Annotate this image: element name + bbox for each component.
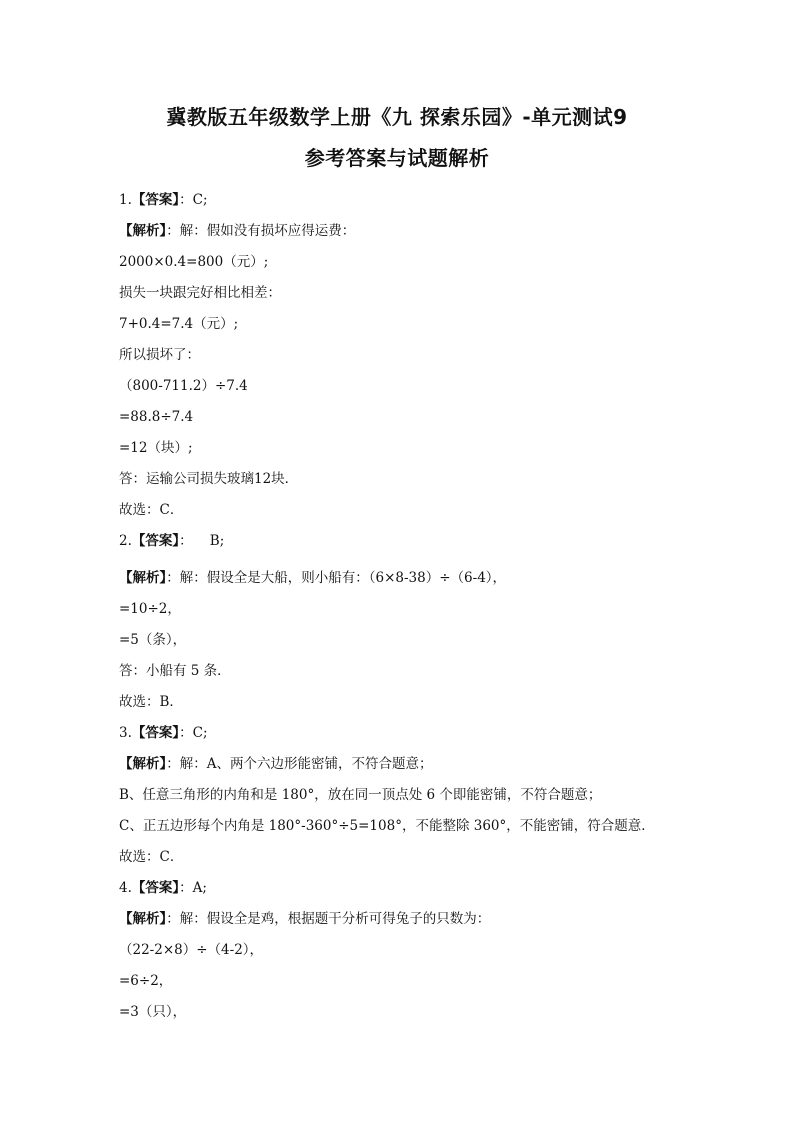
q3-analysis-line (119, 749, 719, 780)
answer-tag: 【答案】 (131, 880, 180, 896)
q1-answer-line (119, 185, 719, 216)
q1-step: 故选：C． (119, 502, 184, 518)
q3-step: C、正五边形每个内角是 180°-360°÷5=108°，不能整除 360°，不能密铺，符合题意． (119, 818, 655, 834)
q4-step: =3（只）， (119, 1004, 187, 1020)
q4-number: 4. (119, 880, 132, 896)
q3-step: 故选：C． (119, 849, 184, 865)
q2-number: 2. (119, 533, 132, 549)
q4-step: （22-2×8）÷（4-2）， (119, 942, 264, 958)
q1-step: 2000×0.4=800（元）; (119, 254, 269, 270)
q1-step: 损失一块跟完好相比相差： (119, 285, 281, 301)
q2-answer-line (119, 526, 719, 563)
q2-step: =5（条）， (119, 632, 187, 648)
q3-step: B、任意三角形的内角和是 180°，放在同一顶点处 6 个即能密铺，不符合题意； (119, 787, 602, 803)
q1-analysis-line (119, 216, 719, 247)
q3-answer: ：C; (179, 725, 208, 741)
q1-step: 所以损坏了： (119, 347, 200, 363)
answer-list (119, 185, 719, 1028)
q2-analysis: ：解：假设全是大船，则小船有：（6×8-38）÷（6-4）， (166, 570, 507, 586)
page-subtitle: 参考答案与试题解析 (304, 146, 490, 170)
q4-answer-line (119, 873, 719, 904)
q2-answer: ： B; (179, 533, 225, 549)
q4-step: =6÷2， (119, 973, 173, 989)
q2-step: 答：小船有 5 条． (119, 663, 231, 679)
q3-analysis: ：解：A、两个六边形能密铺，不符合题意； (166, 756, 433, 772)
q1-step: （800-711.2）÷7.4 (119, 378, 248, 394)
q2-step: 故选：B． (119, 694, 183, 710)
q4-answer: ：A; (179, 880, 207, 896)
q4-analysis-line (119, 904, 719, 935)
page-title: 冀教版五年级数学上册《九 探索乐园》-单元测试9 (166, 105, 628, 129)
q1-step: =88.8÷7.4 (119, 409, 194, 425)
q4-analysis: ：解：假设全是鸡，根据题干分析可得兔子的只数为： (166, 911, 491, 927)
q1-analysis: ：解：假如没有损坏应得运费： (166, 223, 356, 239)
analysis-tag: 【解析】 (119, 223, 167, 239)
answer-tag: 【答案】 (131, 725, 180, 741)
analysis-tag: 【解析】 (119, 756, 167, 772)
analysis-tag: 【解析】 (119, 911, 167, 927)
q3-number: 3. (119, 725, 132, 741)
q1-answer: ：C; (179, 192, 208, 208)
q1-step: 7+0.4=7.4（元）; (119, 316, 239, 332)
q1-step: =12（块）; (119, 440, 193, 456)
q3-answer-line (119, 718, 719, 749)
analysis-tag: 【解析】 (119, 570, 167, 586)
answer-tag: 【答案】 (131, 533, 180, 549)
q2-analysis-line (119, 563, 719, 594)
answer-tag: 【答案】 (131, 192, 180, 208)
q1-number: 1. (119, 192, 132, 208)
q1-step: 答：运输公司损失玻璃12块． (119, 471, 299, 487)
q2-step: =10÷2， (119, 601, 181, 617)
